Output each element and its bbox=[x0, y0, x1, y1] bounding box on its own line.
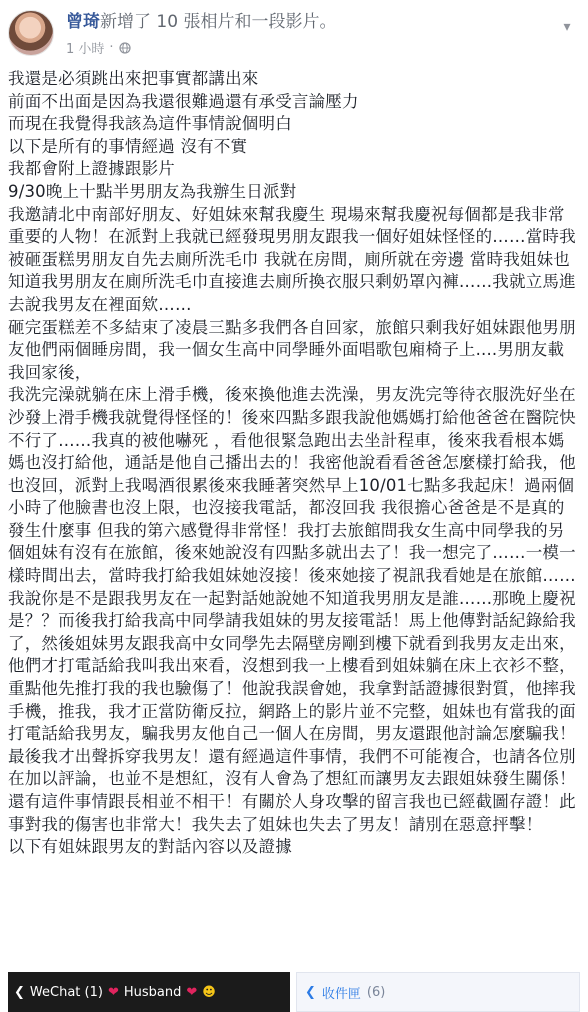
sms-screenshot-thumbnail[interactable] bbox=[296, 972, 580, 1012]
post-paragraph: 砸完蛋糕差不多結束了凌晨三點多我們各自回家，旅館只剩我好姐妹跟他男朋友他們兩個睡房間，我一個女生高中同學睡外面唱歌包廂椅子上....男朋友載我回家後， bbox=[8, 317, 576, 382]
post-header bbox=[8, 10, 580, 62]
post-line: 我還是必須跳出來把事實都講出來 bbox=[8, 69, 259, 88]
sms-back-label: 收件匣 bbox=[321, 986, 361, 1002]
post-title bbox=[66, 11, 336, 33]
chevron-left-icon: ❮ bbox=[305, 984, 316, 1000]
chat-screenshot-thumbnail[interactable] bbox=[8, 972, 290, 1012]
sms-count: (6) bbox=[366, 984, 386, 1000]
post-meta bbox=[66, 38, 131, 57]
meta-separator: · bbox=[109, 40, 114, 55]
heart-icon: ❤ bbox=[186, 984, 198, 1000]
emoji-icon: ☻ bbox=[202, 984, 216, 1000]
post-line: 9/30晚上十點半男朋友為我辦生日派對 bbox=[8, 181, 297, 201]
post-line: 前面不出面是因為我還很難過還有承受言論壓力 bbox=[8, 91, 359, 111]
author-name[interactable]: 曾琦 bbox=[66, 12, 100, 32]
globe-icon[interactable] bbox=[119, 42, 131, 54]
post-line: 我都會附上證據跟影片 bbox=[8, 159, 175, 179]
chevron-down-icon[interactable]: ▾ bbox=[563, 19, 571, 35]
photo-attachments bbox=[0, 972, 588, 1012]
heart-icon: ❤ bbox=[107, 984, 119, 1000]
post-line: 以下有姐妹跟男友的對話內容以及證據 bbox=[8, 837, 292, 857]
post-paragraph: 我洗完澡就躺在床上滑手機，後來換他進去洗澡，男友洗完等待衣服洗好坐在沙發上滑手機我就覺得怪怪的！後來四點多跟我說他媽媽打給他爸爸在醫院快不行了……我真的被他嚇死 ，看他很緊急跑出去坐計程車，後來我看根本媽媽也沒打給他，通話是他自己播出去的！我密他說看看爸爸怎麼樣打給我，他也沒回，派對上我喝酒很累後來我睡著突然早上10/01七點多我起床！過兩個小時了他臉書也沒上限，也沒接我電話，都沒回我 我很擔心爸爸是不是真的發生什麼事 但我的第六感覺得非常怪！我打去旅館問我女生高中同學我的另個姐妹有沒有在旅館，後來她說沒有四點多就出去了！我一想完了……一模一樣時間出去，當時我打給我姐妹她沒接！後來她接了視訊我看她是在旅館…… bbox=[8, 385, 576, 586]
post-line: 而現在我覺得我該為這件事情說個明白 bbox=[8, 114, 292, 134]
avatar[interactable] bbox=[8, 10, 54, 56]
post-paragraph: 我說你是不是跟我男友在一起對話她說她不知道我男朋友是誰……那晚上慶祝是？？而後我打給我高中同學請我姐妹的男友接電話！馬上他傳對話紀錄給我了，然後姐妹男友跟我高中女同學先去隔壁房剛到樓下就看到我男友走出來，他們才打電話給我叫我出來看，沒想到我一上樓看到姐妹躺在床上衣衫不整，重點他先推打我的我也驗傷了！他說我誤會她，我拿對話證據很對質，他摔我手機，推我，我才正當防衛反拉，網路上的影片並不完整，姐妹也有當我的面打電話給我男友，騙我男友他自己一個人在房間，男友還跟他討論怎麼騙我！最後我才出聲拆穿我男友！還有經過這件事情，我們不可能複合，也請各位別在加以評論，也並不是想紅，沒有人會為了想紅而讓男友去跟姐妹發生關係！還有這件事情跟長相並不相干！有關於人身攻擊的留言我也已經截圖存證！此事對我的傷害也非常大！我失去了姐妹也失去了男友！請別在惡意抨擊！ bbox=[8, 588, 576, 834]
post-time[interactable]: 1 小時 bbox=[66, 42, 105, 57]
chevron-left-icon: ❮ bbox=[14, 984, 25, 1000]
post-line: 以下是所有的事情經過 沒有不實 bbox=[8, 136, 248, 156]
post-paragraph: 我邀請北中南部好朋友、好姐妹來幫我慶生 現場來幫我慶祝每個都是我非常重要的人物！在派對上我就已經發現男朋友跟我一個好姐妹怪怪的……當時我被砸蛋糕男朋友自先去廁所洗毛巾 我就在房間，廁所就在旁邊 當時我姐妹也知道我男朋友在廁所洗毛巾直接進去廁所換衣服只剩奶罩內褲……我就立馬進去說我男友在裡面欸…… bbox=[8, 204, 576, 314]
post-action: 新增了 10 張相片和一段影片。 bbox=[100, 12, 337, 32]
chat-back-label: WeChat (1) bbox=[29, 984, 103, 1000]
chat-contact-name: Husband bbox=[123, 984, 182, 1000]
post-body bbox=[8, 68, 580, 859]
